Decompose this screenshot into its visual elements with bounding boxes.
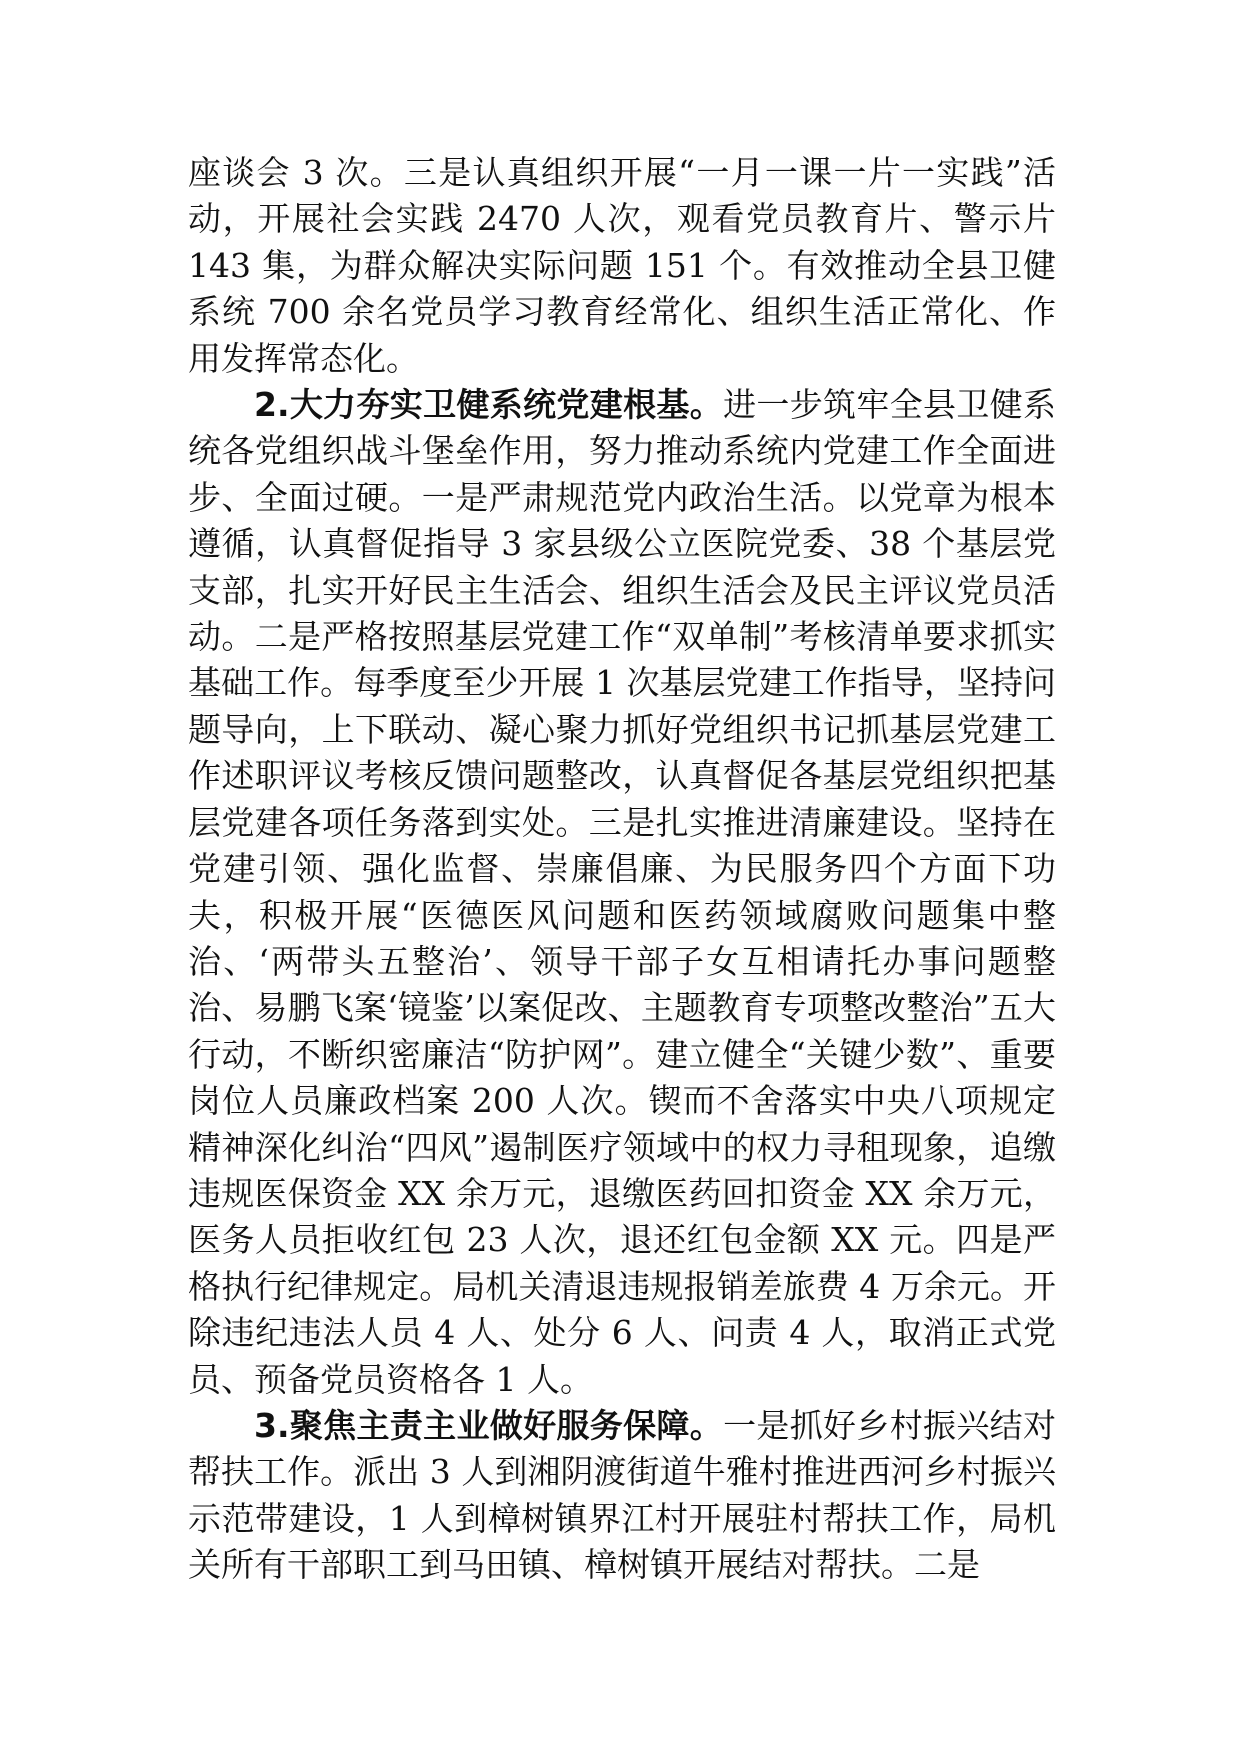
section-heading: 2.大力夯实卫健系统党建根基。 [254,385,724,425]
paragraph-text: 一是抓好乡村振兴结对帮扶工作。派出 3 人到湘阴渡街道牛雅村推进西河乡村振兴示范带建设，1 人到樟树镇界江村开展驻村帮扶工作，局机关所有干部职工到马田镇、樟树镇开展结对帮扶。二是 [188,1405,1057,1585]
paragraph-text: 座谈会 3 次。三是认真组织开展“一月一课一片一实践”活动，开展社会实践 2470 人次，观看党员教育片、警示片 143 集，为群众解决实际问题 151 个。有效推动全县卫健系统 700 余名党员学习教育经常化、组织生活正常化、作用发挥常态化。 [188,153,1056,378]
paragraph-section-3 [188,1403,1056,1589]
paragraph-continuation [188,150,1056,382]
section-heading: 3.聚焦主责主业做好服务保障。 [254,1405,724,1445]
document-body [188,150,1056,1589]
paragraph-text: 进一步筑牢全县卫健系统各党组织战斗堡垒作用，努力推动系统内党建工作全面进步、全面过硬。一是严肃规范党内政治生活。以党章为根本遵循，认真督促指导 3 家县级公立医院党委、38 个基层党支部，扎实开好民主生活会、组织生活会及民主评议党员活动。二是严格按照基层党建工作“双单制”考核清单要求抓实基础工作。每季度至少开展 1 次基层党建工作指导，坚持问题导向，上下联动、凝心聚力抓好党组织书记抓基层党建工作述职评议考核反馈问题整改，认真督促各基层党组织把基层党建各项任务落到实处。三是扎实推进清廉建设。坚持在党建引领、强化监督、崇廉倡廉、为民服务四个方面下功夫，积极开展“医德医风问题和医药领域腐败问题集中整治、‘两带头五整治’、领导干部子女互相请托办事问题整治、易鹏飞案‘镜鉴’以案促改、主题教育专项整改整治”五大行动，不断织密廉洁“防护网”。建立健全“关键少数”、重要岗位人员廉政档案 200 人次。锲而不舍落实中央八项规定精神深化纠治“四风”遏制医疗领域中的权力寻租现象，追缴违规医保资金 XX 余万元，退缴医药回扣资金 XX 余万元，医务人员拒收红包 23 人次，退还红包金额 XX 元。四是严格执行纪律规定。局机关清退违规报销差旅费 4 万余元。开除违纪违法人员 4 人、处分 6 人、问责 4 人，取消正式党员、预备党员资格各 1 人。 [188,385,1057,1399]
paragraph-section-2 [188,382,1056,1403]
